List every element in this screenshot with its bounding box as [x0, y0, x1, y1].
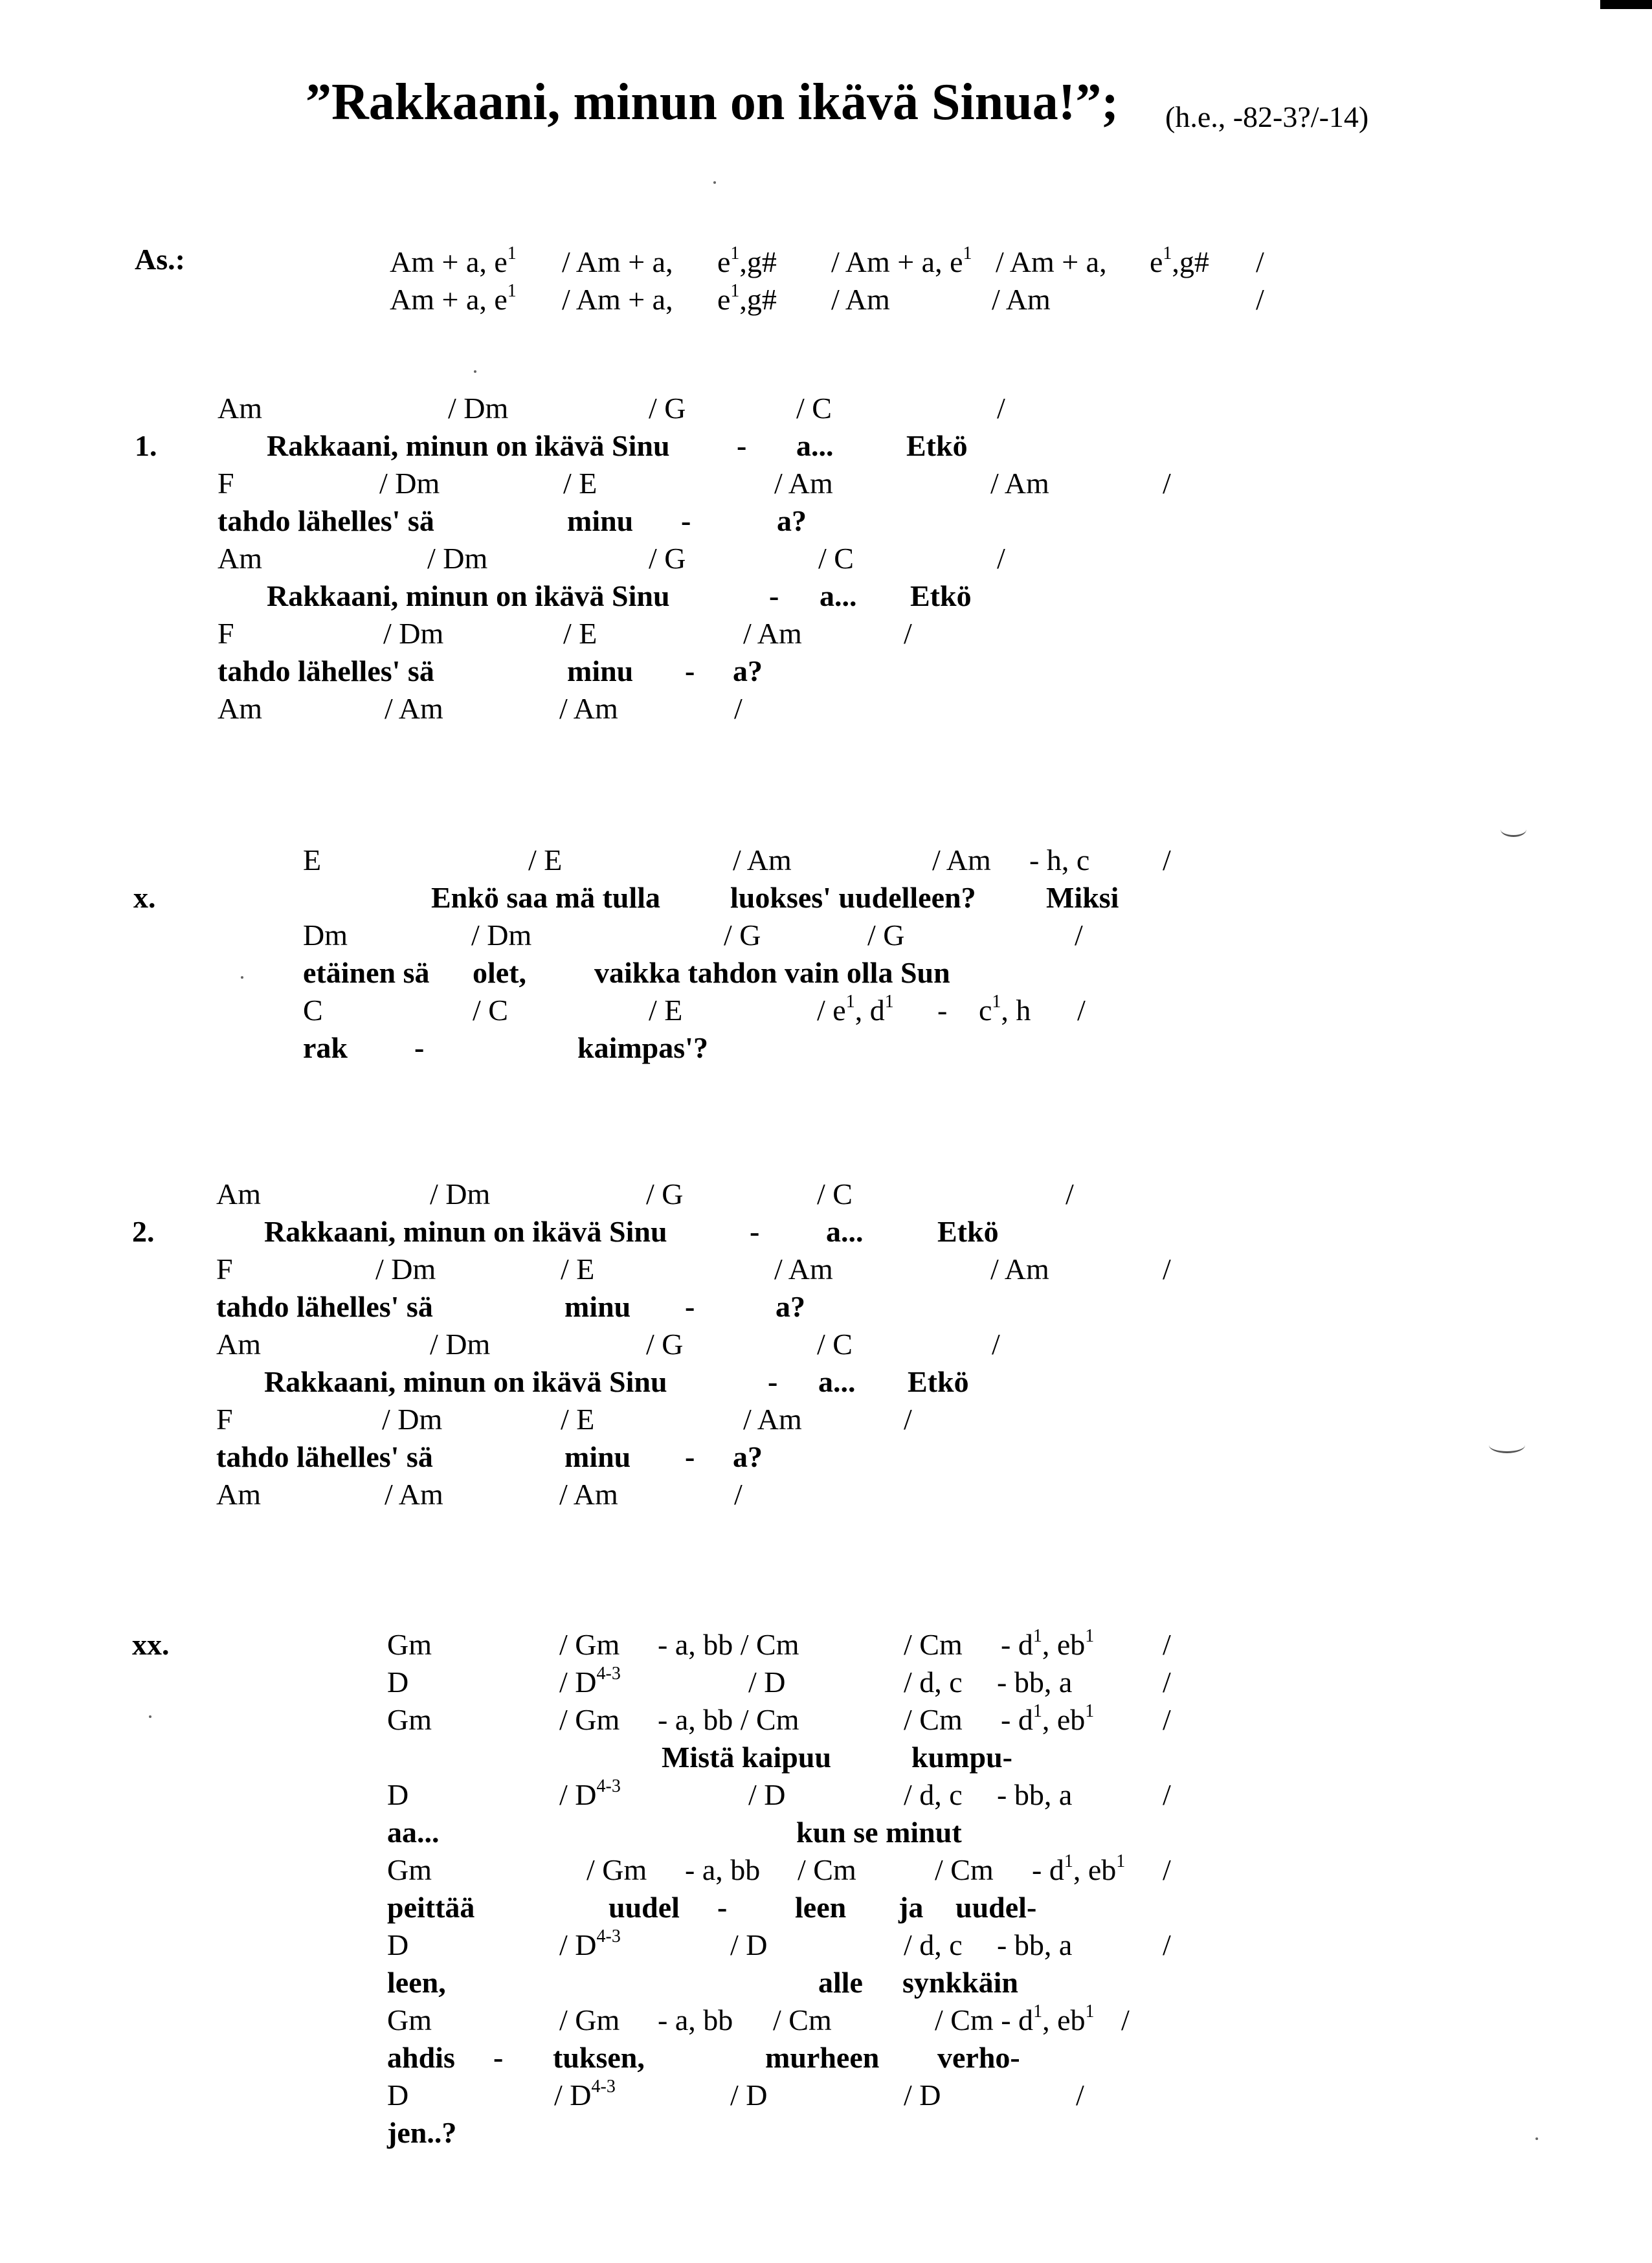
chord: / G [649, 392, 686, 425]
chord: / Am [733, 843, 792, 876]
lyric: a... [826, 1215, 864, 1248]
chord: / $D^{4-3}$ [554, 2077, 616, 2112]
lyric: etäinen sä [303, 956, 430, 989]
lyric: - [493, 2041, 504, 2074]
chord: / Dm [375, 1253, 436, 1286]
chord: F [218, 617, 234, 650]
chord: / Am [385, 1478, 443, 1511]
chord: / Am [774, 467, 833, 500]
chord: / $D^{4-3}$ [559, 1926, 621, 1961]
lyric: vaikka tahdon vain olla Sun [594, 956, 950, 989]
lyric: ja [899, 1891, 924, 1924]
scan-speck [474, 370, 476, 373]
scan-speck [149, 1715, 151, 1718]
margin-mark [1501, 822, 1526, 837]
lyric: uudel [608, 1891, 680, 1924]
chord: / Dm [427, 542, 488, 575]
chord: - bb, a [997, 1928, 1073, 1961]
chord: - a, bb / Cm [658, 1703, 799, 1736]
lyric: luokses' uudelleen? [730, 881, 976, 914]
chord: / D [748, 1778, 786, 1811]
chord: / Dm [430, 1328, 491, 1361]
chord: Am [216, 1478, 261, 1511]
lyric: tahdo lähelles' sä [216, 1440, 433, 1473]
chord: F [216, 1253, 233, 1286]
chord: / C [818, 542, 854, 575]
lyric: - [717, 1891, 728, 1924]
chord: / Am [990, 1253, 1049, 1286]
section-label: xx. [132, 1628, 170, 1661]
chord: / Am [743, 617, 802, 650]
lyric: a? [776, 1290, 805, 1323]
lyric: a... [796, 429, 834, 462]
chord: / G [646, 1328, 684, 1361]
chord: / D [730, 2079, 768, 2112]
lyric: a... [820, 579, 857, 612]
lyric: - [769, 579, 779, 612]
chord: $e^1,g\#$ [717, 281, 777, 316]
lyric: leen, [387, 1966, 446, 1999]
verse-number: 2. [132, 1215, 155, 1248]
chord: - $d^1$, $eb^1$ [1032, 1851, 1126, 1886]
lyric: kumpu- [911, 1741, 1012, 1774]
chord: / $D^{4-3}$ [559, 1776, 621, 1811]
bar-line: / [1163, 1853, 1171, 1886]
chord: $c^1$, h [979, 992, 1031, 1027]
lyric: Etkö [908, 1365, 969, 1398]
chord: / C [796, 392, 832, 425]
chord: / Cm [798, 1853, 856, 1886]
lyric: - [737, 429, 747, 462]
scan-speck [1535, 2137, 1538, 2140]
chord: / Dm [383, 617, 444, 650]
lyric: jen..? [387, 2116, 457, 2149]
bar-line: / [1066, 1177, 1074, 1210]
bar-line: / [1163, 1253, 1171, 1286]
lyric: - [414, 1031, 425, 1064]
lyric: a... [818, 1365, 856, 1398]
lyric: Etkö [906, 429, 968, 462]
chord: $e^1,g\#$ [1150, 243, 1209, 278]
chord: Dm [303, 919, 348, 952]
bar-line: / [1163, 1928, 1171, 1961]
chord: / Gm [559, 2003, 620, 2036]
lyric: - [685, 654, 695, 687]
page-title: ”Rakkaani, minun on ikävä Sinua!”; [306, 74, 1119, 131]
chord: - $d^1$, $eb^1$ [1001, 1626, 1095, 1661]
chord: C [303, 994, 323, 1027]
chord: Gm [387, 1703, 432, 1736]
chord: / Gm [559, 1628, 620, 1661]
bar-line: / [1163, 1778, 1171, 1811]
bar-line: / [1077, 994, 1086, 1027]
bar-line: / [1163, 467, 1171, 500]
chord: D [387, 1666, 409, 1699]
chord: / Dm [430, 1177, 491, 1210]
chord: / E [561, 1253, 595, 1286]
chord: - bb, a [997, 1666, 1073, 1699]
bar-line: / [1121, 2003, 1130, 2036]
verse-number: 1. [135, 429, 157, 462]
chord: - a, bb / Cm [658, 1628, 799, 1661]
chord: / Cm [935, 1853, 994, 1886]
lyric: Rakkaani, minun on ikävä Sinu [264, 1365, 667, 1398]
chord: Am + a, $e^1$ [390, 243, 517, 278]
page-subtitle: (h.e., -82-3?/-14) [1165, 100, 1369, 133]
chord: / E [649, 994, 683, 1027]
chord: / Dm [379, 467, 440, 500]
lyric: leen [795, 1891, 847, 1924]
chord: E [303, 843, 322, 876]
lyric: tahdo lähelles' sä [218, 654, 434, 687]
lyric: tuksen, [553, 2041, 645, 2074]
chord: Am + a, $e^1$ [390, 281, 517, 316]
chord: / Am [992, 283, 1051, 316]
chord: / Am [990, 467, 1049, 500]
bar-line: / [997, 542, 1005, 575]
chord: / $e^1$, $d^1$ [817, 992, 894, 1027]
lyric: peittää [387, 1891, 475, 1924]
lyric: - [768, 1365, 778, 1398]
chord: / G [867, 919, 905, 952]
lyric: Rakkaani, minun on ikävä Sinu [267, 579, 670, 612]
bar-line: / [904, 617, 912, 650]
chord: / Am [385, 692, 443, 725]
lyric: - [685, 1440, 695, 1473]
chord: / Am + a, [562, 245, 673, 278]
lyric: aa... [387, 1816, 440, 1849]
lyric: ahdis [387, 2041, 455, 2074]
chord: / C [817, 1328, 853, 1361]
chord: - bb, a [997, 1778, 1073, 1811]
chord: / Am [743, 1403, 802, 1436]
lyric: verho- [937, 2041, 1020, 2074]
bar-line: / [1163, 1628, 1171, 1661]
lyric: synkkäin [902, 1966, 1019, 1999]
chord: / Am [559, 692, 618, 725]
chord: / Am + a, [996, 245, 1107, 278]
chord: / Am [774, 1253, 833, 1286]
chord: / G [646, 1177, 684, 1210]
chord: D [387, 2079, 409, 2112]
bar-line: / [992, 1328, 1000, 1361]
lyric: minu [564, 1440, 631, 1473]
chord: / Gm [586, 1853, 647, 1886]
lyric: Rakkaani, minun on ikävä Sinu [264, 1215, 667, 1248]
chord: / Cm [904, 1703, 963, 1736]
lyric: a? [777, 504, 807, 537]
lyric: minu [564, 1290, 631, 1323]
bar-line: / [734, 1478, 742, 1511]
lyric: tahdo lähelles' sä [216, 1290, 433, 1323]
chord: / G [724, 919, 761, 952]
lyric: - [681, 504, 691, 537]
lyric: tahdo lähelles' sä [218, 504, 434, 537]
chord: / C [817, 1177, 853, 1210]
chord: - a, bb [658, 2003, 733, 2036]
bar-line: / [1163, 843, 1171, 876]
lyric: minu [567, 504, 634, 537]
chord: / Dm [448, 392, 509, 425]
chord: - a, bb [685, 1853, 761, 1886]
chord: / Am [932, 843, 991, 876]
chord: F [218, 467, 234, 500]
lyric: olet, [473, 956, 527, 989]
lyric: alle [818, 1966, 863, 1999]
chord: / d, c [904, 1778, 963, 1811]
chord: / D [904, 2079, 941, 2112]
chord: Am [218, 692, 262, 725]
lyric: rak [303, 1031, 348, 1064]
lyric: Enkö saa mä tulla [431, 881, 661, 914]
bar-line: / [1256, 283, 1264, 316]
chord: / E [563, 617, 597, 650]
chord: / C [473, 994, 508, 1027]
scan-speck [713, 181, 716, 184]
chord: F [216, 1403, 233, 1436]
chord: / D [730, 1928, 768, 1961]
scan-edge-mark [1600, 0, 1652, 9]
chord: / Am + a, [562, 283, 673, 316]
chord: / Am [559, 1478, 618, 1511]
chord: / E [561, 1403, 595, 1436]
lyric: Etkö [937, 1215, 999, 1248]
chord: / D [748, 1666, 786, 1699]
chord: / Cm - $d^1$, $eb^1$ [935, 2001, 1095, 2036]
chord: Am [218, 542, 262, 575]
chord: / E [528, 843, 563, 876]
chord: / d, c [904, 1928, 963, 1961]
chord: Am [216, 1328, 261, 1361]
lyric: Rakkaani, minun on ikävä Sinu [267, 429, 670, 462]
chord: / $D^{4-3}$ [559, 1664, 621, 1699]
chord: / G [649, 542, 686, 575]
bar-line: / [1256, 245, 1264, 278]
lyric: - [750, 1215, 760, 1248]
bar-line: / [997, 392, 1005, 425]
chord: - [937, 994, 948, 1027]
chord: Am [216, 1177, 261, 1210]
bar-line: / [1075, 919, 1083, 952]
bar-line: / [904, 1403, 912, 1436]
bar-line: / [1076, 2079, 1084, 2112]
chord: / Am + a, $e^1$ [831, 243, 972, 278]
section-label: x. [133, 881, 156, 914]
chord: / d, c [904, 1666, 963, 1699]
lyric: a? [733, 1440, 763, 1473]
margin-mark [1489, 1437, 1525, 1453]
intro-label: As.: [135, 243, 185, 276]
chord: Gm [387, 1628, 432, 1661]
lyric: murheen [765, 2041, 880, 2074]
lyric: uudel- [955, 1891, 1037, 1924]
chord: $e^1,g\#$ [717, 243, 777, 278]
lyric: a? [733, 654, 763, 687]
chord: / Dm [382, 1403, 443, 1436]
chord: - $d^1$, $eb^1$ [1001, 1701, 1095, 1736]
chord: Gm [387, 2003, 432, 2036]
lyric: kaimpas'? [577, 1031, 708, 1064]
chord: / Cm [904, 1628, 963, 1661]
chord: / Cm [773, 2003, 832, 2036]
bar-line: / [1163, 1703, 1171, 1736]
chord: Am [218, 392, 262, 425]
chord: / Gm [559, 1703, 620, 1736]
chord: - h, c [1029, 843, 1090, 876]
lyric: kun se minut [796, 1816, 962, 1849]
lyric: - [685, 1290, 695, 1323]
lyric: Mistä kaipuu [662, 1741, 832, 1774]
lyric: minu [567, 654, 634, 687]
lyric: Miksi [1046, 881, 1119, 914]
chord: / Dm [471, 919, 532, 952]
chord: D [387, 1778, 409, 1811]
scan-speck [241, 976, 243, 979]
chord: D [387, 1928, 409, 1961]
bar-line: / [1163, 1666, 1171, 1699]
chord: / E [563, 467, 597, 500]
chord: / Am [831, 283, 890, 316]
chord: Gm [387, 1853, 432, 1886]
bar-line: / [734, 692, 742, 725]
lyric: Etkö [910, 579, 972, 612]
